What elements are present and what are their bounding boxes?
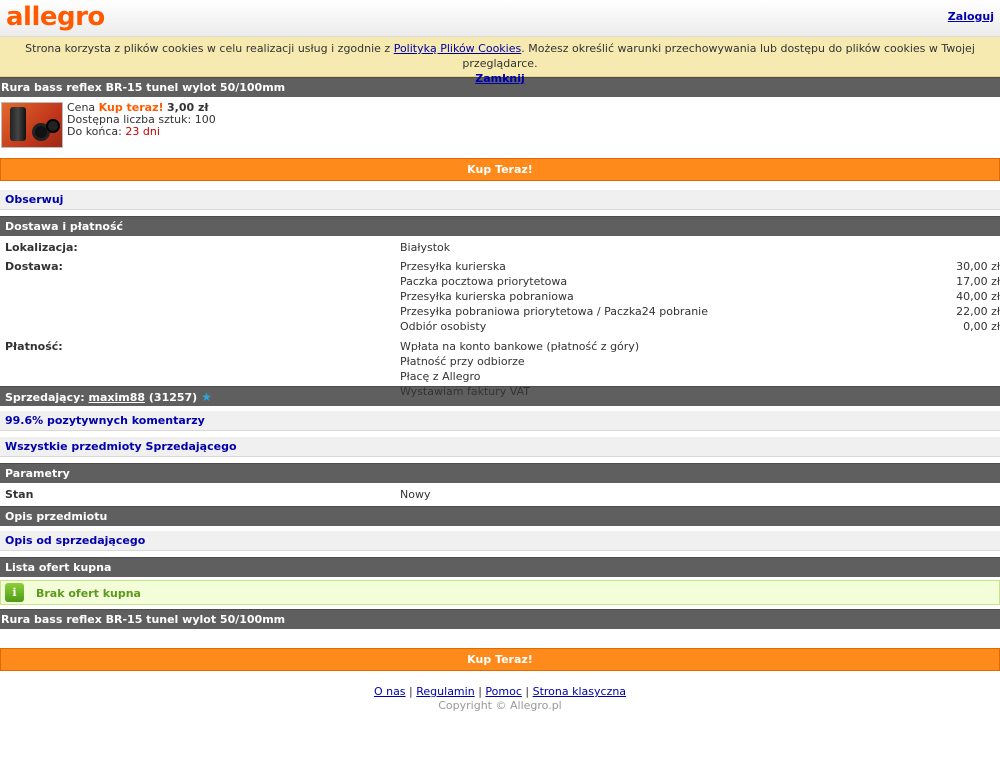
payment-option-text: Płacę z Allegro (400, 370, 481, 383)
footer-separator: | (525, 685, 530, 698)
delivery-option (0, 274, 1000, 289)
allegro-logo[interactable]: allegro (6, 2, 105, 32)
top-header (0, 0, 1000, 37)
delivery-option (0, 319, 1000, 334)
info-icon: i (5, 583, 24, 602)
price-value: 3,00 zł (167, 101, 209, 114)
buy-now-button-bottom[interactable]: Kup Teraz! (0, 648, 1000, 671)
seller-label: Sprzedający: (5, 391, 85, 404)
cookie-close-link[interactable]: Zamknij (475, 72, 525, 85)
cookie-text-before: Strona korzysta z plików cookies w celu realizacji usług i zgodnie z (25, 42, 394, 55)
cookie-policy-link[interactable]: Polityką Plików Cookies (393, 42, 522, 55)
payment-label: Płatność: (5, 340, 63, 353)
delivery-option (0, 304, 1000, 319)
seller-name-link[interactable]: maxim88 (88, 391, 146, 404)
delivery-option-price: 17,00 zł (956, 275, 1000, 288)
footer-link-classic[interactable]: Strona klasyczna (532, 685, 627, 698)
delivery-option-price: 0,00 zł (963, 320, 1000, 333)
product-summary (0, 97, 1000, 151)
delivery-option (0, 289, 1000, 304)
buy-now-label: Kup teraz! (98, 101, 164, 114)
delivery-option-price: 40,00 zł (956, 290, 1000, 303)
delivery-option (0, 259, 1000, 274)
watch-link[interactable]: Obserwuj (0, 190, 1000, 210)
description-section-header: Opis przedmiotu (0, 506, 1000, 526)
footer-link-help[interactable]: Pomoc (485, 685, 522, 698)
no-offers-text: Brak ofert kupna (36, 587, 141, 600)
location-row (0, 240, 1000, 255)
positive-feedback-link[interactable]: 99.6% pozytywnych komentarzy (0, 411, 1000, 431)
payment-option-text: Wystawiam faktury VAT (400, 385, 530, 398)
star-icon: ★ (201, 390, 212, 404)
item-title-bar: Rura bass reflex BR-15 tunel wylot 50/100mm (0, 77, 1000, 97)
delivery-option-name: Odbiór osobisty (400, 320, 487, 333)
no-offers-message (0, 580, 1000, 605)
delivery-option-name: Paczka pocztowa priorytetowa (400, 275, 568, 288)
delivery-option-name: Przesyłka kurierska (400, 260, 506, 273)
cookie-text-after: . Możesz określić warunki przechowywania lub dostępu do plików cookies w Twojej przeglądarce. (462, 42, 975, 70)
delivery-options (0, 259, 1000, 334)
delivery-label: Dostawa: (5, 260, 63, 273)
delivery-option-price: 30,00 zł (956, 260, 1000, 273)
delivery-section-header: Dostawa i płatność (0, 216, 1000, 236)
cookie-banner (0, 37, 1000, 85)
location-label: Lokalizacja: (5, 241, 78, 254)
footer-separator: | (478, 685, 482, 698)
payment-option (0, 369, 1000, 384)
delivery-option-price: 22,00 zł (956, 305, 1000, 318)
offers-section-header: Lista ofert kupna (0, 557, 1000, 577)
payment-option (0, 384, 1000, 399)
ends-label: Do końca: (67, 125, 122, 138)
seller-rating: (31257) (148, 391, 198, 404)
params-section-header: Parametry (0, 463, 1000, 483)
state-value: Nowy (400, 488, 431, 501)
footer-link-terms[interactable]: Regulamin (416, 685, 475, 698)
payment-option (0, 339, 1000, 354)
ring-shape (46, 119, 60, 133)
price-label: Cena (67, 101, 96, 114)
copyright: Copyright © Allegro.pl (438, 699, 562, 712)
payment-option-text: Płatność przy odbiorze (400, 355, 525, 368)
payment-option-text: Wpłata na konto bankowe (płatność z góry) (400, 340, 640, 353)
product-thumbnail[interactable] (1, 102, 63, 148)
product-info (67, 102, 216, 138)
footer-link-about[interactable]: O nas (373, 685, 406, 698)
login-link[interactable]: Zaloguj (947, 10, 994, 23)
footer-separator: | (409, 685, 413, 698)
footer-links (0, 685, 1000, 699)
seller-items-link[interactable]: Wszystkie przedmioty Sprzedającego (0, 437, 1000, 457)
payment-option (0, 354, 1000, 369)
state-label: Stan (5, 488, 34, 501)
item-title-bar-bottom: Rura bass reflex BR-15 tunel wylot 50/100mm (0, 609, 1000, 629)
tube-shape (10, 107, 26, 141)
ends-line (67, 126, 216, 138)
state-row (0, 483, 1000, 506)
delivery-option-name: Przesyłka pobraniowa priorytetowa / Paczka24 pobranie (400, 305, 708, 318)
footer (0, 685, 1000, 713)
quantity-value: 100 (194, 113, 216, 126)
description-link[interactable]: Opis od sprzedającego (0, 531, 1000, 551)
quantity-label: Dostępna liczba sztuk: (67, 113, 192, 126)
buy-now-button[interactable]: Kup Teraz! (0, 158, 1000, 181)
payment-options (0, 339, 1000, 399)
delivery-option-name: Przesyłka kurierska pobraniowa (400, 290, 574, 303)
location-value: Białystok (400, 241, 451, 254)
ends-value: 23 dni (125, 125, 160, 138)
